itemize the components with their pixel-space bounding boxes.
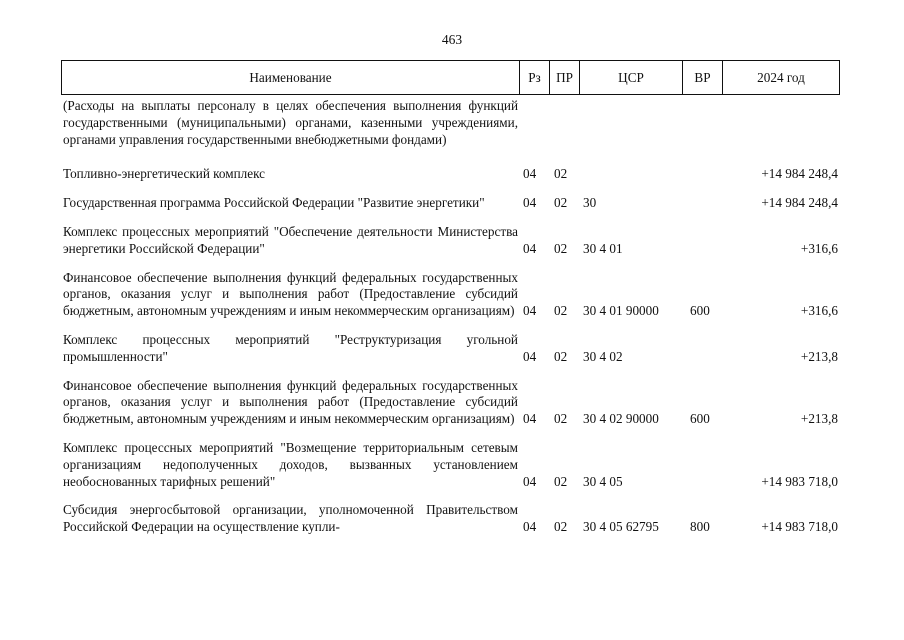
row-amount: +316,6 xyxy=(800,303,838,319)
table-row xyxy=(0,332,904,366)
header-vr: ВР xyxy=(683,61,723,95)
header-year: 2024 год xyxy=(723,61,840,95)
row-pr: 02 xyxy=(554,240,568,256)
row-rz: 04 xyxy=(523,519,537,535)
row-csr: 30 4 05 62795 xyxy=(583,519,659,535)
row-rz: 04 xyxy=(523,473,537,489)
row-pr: 02 xyxy=(554,519,568,535)
row-rz: 04 xyxy=(523,166,537,182)
row-name: Комплекс процессных мероприятий "Реструктуризация угольной промышленности" xyxy=(63,331,518,364)
row-amount: +213,8 xyxy=(800,411,838,427)
row-pr: 02 xyxy=(554,348,568,364)
row-vr: 800 xyxy=(690,519,710,535)
row-pr: 02 xyxy=(554,473,568,489)
table-row xyxy=(0,378,904,428)
row-rz: 04 xyxy=(523,348,537,364)
row-name: Субсидия энергосбытовой организации, уполномоченной Правительством Российской Федерации на осуществление купли- xyxy=(63,502,518,535)
row-csr: 30 4 02 xyxy=(583,348,623,364)
header-name: Наименование xyxy=(62,61,520,95)
row-csr: 30 4 01 xyxy=(583,240,623,256)
row-amount: +316,6 xyxy=(800,240,838,256)
row-pr: 02 xyxy=(554,166,568,182)
row-rz: 04 xyxy=(523,240,537,256)
row-name: Комплекс процессных мероприятий "Обеспечение деятельности Министерства энергетики Российской Федерации" xyxy=(63,223,518,256)
row-pr: 02 xyxy=(554,195,568,211)
row-rz: 04 xyxy=(523,195,537,211)
row-csr: 30 xyxy=(583,195,597,211)
header-rz: Рз xyxy=(520,61,550,95)
table-row xyxy=(0,270,904,320)
row-vr: 600 xyxy=(690,411,710,427)
table-row xyxy=(0,440,904,490)
row-rz: 04 xyxy=(523,303,537,319)
row-csr: 30 4 02 90000 xyxy=(583,411,659,427)
row-amount: +14 983 718,0 xyxy=(761,519,838,535)
row-rz: 04 xyxy=(523,411,537,427)
row-vr: 600 xyxy=(690,303,710,319)
row-amount: +14 984 248,4 xyxy=(761,195,838,211)
row-pr: 02 xyxy=(554,303,568,319)
row-amount: +14 984 248,4 xyxy=(761,166,838,182)
row-name: Государственная программа Российской Федерации "Развитие энергетики" xyxy=(63,195,485,211)
table-row xyxy=(0,195,904,212)
row-name: Финансовое обеспечение выполнения функций федеральных государственных органов, оказания услуг и выполнения работ (Предоставление субсидий бюджетным, автономным учреждениям и иным некоммерческим организациям) xyxy=(63,377,518,427)
row-name: Топливно-энергетический комплекс xyxy=(63,166,266,182)
page-number: 463 xyxy=(441,32,463,47)
row-amount: +213,8 xyxy=(800,348,838,364)
header-pr: ПР xyxy=(550,61,580,95)
row-csr: 30 4 01 90000 xyxy=(583,303,659,319)
row-amount: +14 983 718,0 xyxy=(761,473,838,489)
row-name: (Расходы на выплаты персоналу в целях обеспечения выполнения функций государственными (муниципальными) органами, казенными учреждениями, органами управления государственными внебюджетными фондами) xyxy=(63,98,518,147)
row-name: Комплекс процессных мероприятий "Возмещение территориальным сетевым организациям недополученных доходов, вызванных установлением необоснованных тарифных решений" xyxy=(63,439,518,489)
table-row xyxy=(0,502,904,536)
budget-table-body xyxy=(0,98,904,544)
header-csr: ЦСР xyxy=(580,61,683,95)
table-row xyxy=(0,166,904,183)
table-row xyxy=(0,224,904,258)
row-name: Финансовое обеспечение выполнения функций федеральных государственных органов, оказания услуг и выполнения работ (Предоставление субсидий бюджетным, автономным учреждениям и иным некоммерческим организациям) xyxy=(63,269,518,319)
table-header xyxy=(61,60,840,95)
table-row xyxy=(0,98,904,148)
row-csr: 30 4 05 xyxy=(583,473,623,489)
row-pr: 02 xyxy=(554,411,568,427)
